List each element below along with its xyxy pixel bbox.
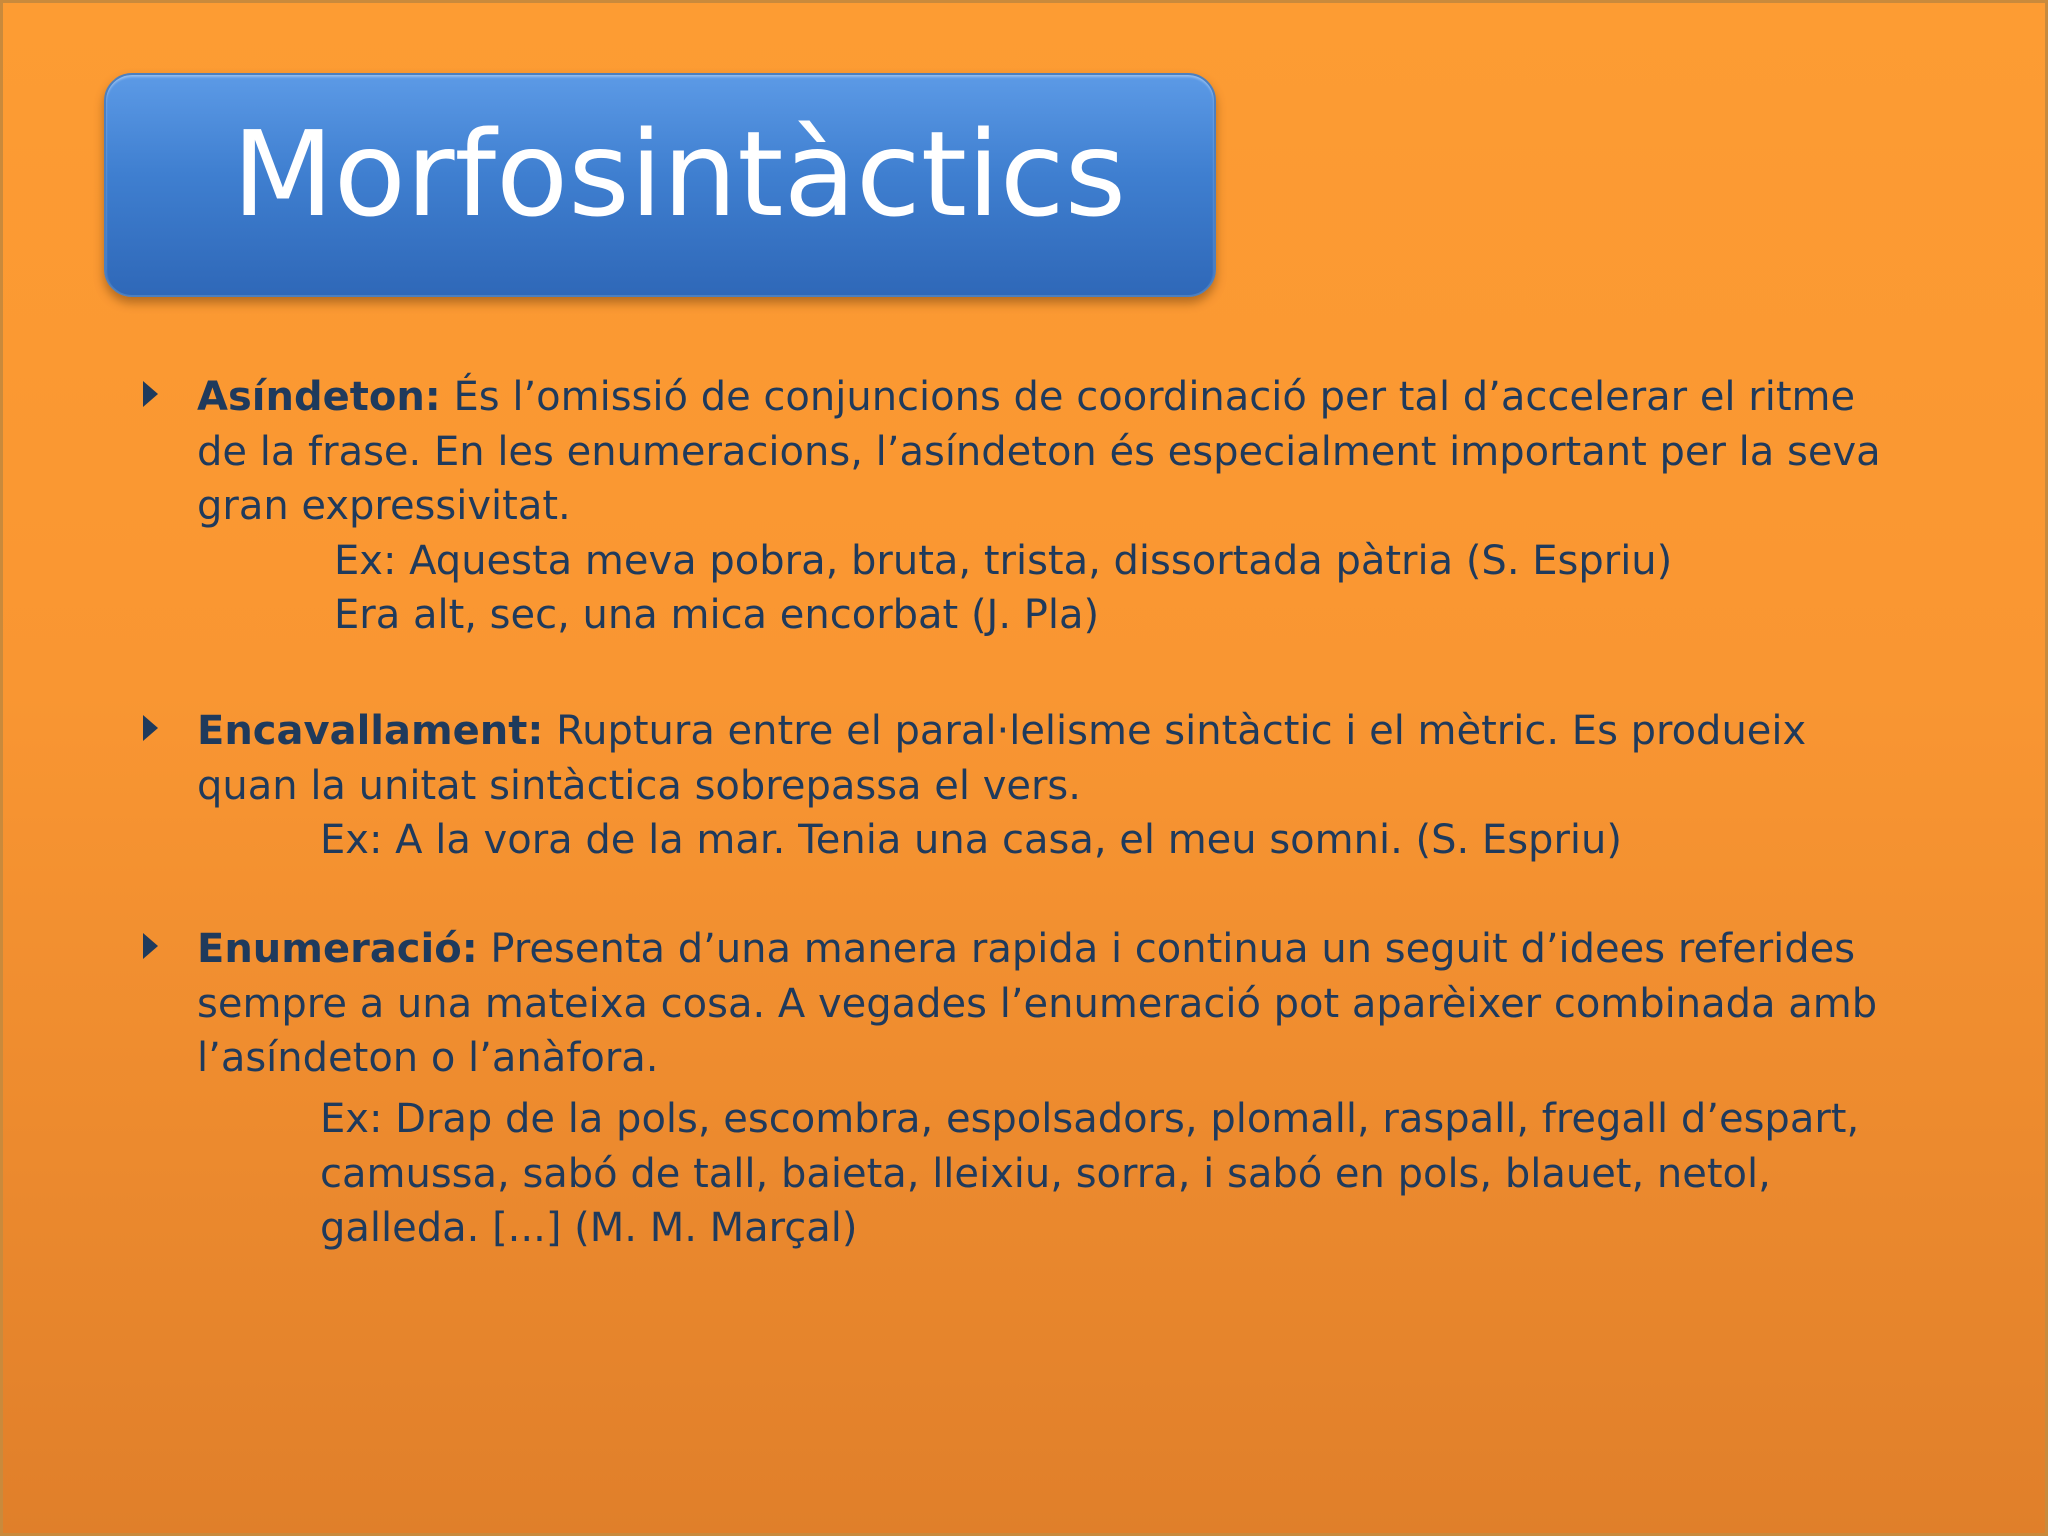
bullet-definition: Presenta d’una manera rapida i continua un seguit d’idees referides xyxy=(477,926,1856,972)
bullet-text-line: sempre a una mateixa cosa. A vegades l’enumeració pot aparèixer combinada amb xyxy=(197,981,1878,1027)
example-line: camussa, sabó de tall, baieta, lleixiu, sorra, i sabó en pols, blauet, netol, xyxy=(320,1151,1771,1197)
example-line: Ex: Aquesta meva pobra, bruta, trista, dissortada pàtria (S. Espriu) xyxy=(334,538,1673,584)
example-line: Ex: A la vora de la mar. Tenia una casa, el meu somni. (S. Espriu) xyxy=(320,817,1622,863)
bullet-term: Encavallament: xyxy=(197,708,544,754)
example-line: galleda. [...] (M. M. Marçal) xyxy=(320,1205,858,1251)
bullet-definition: Ruptura entre el paral·lelisme sintàctic i el mètric. Es produeix xyxy=(543,708,1807,754)
triangle-bullet-icon xyxy=(143,381,158,407)
bullet-definition: És l’omissió de conjuncions de coordinació per tal d’accelerar el ritme xyxy=(440,374,1856,420)
bullet-text-line: gran expressivitat. xyxy=(197,483,571,529)
bullet-text-line: l’asíndeton o l’anàfora. xyxy=(197,1035,659,1081)
slide-title: Morfosintàctics xyxy=(232,105,1127,243)
bullet-text-line: quan la unitat sintàctica sobrepassa el vers. xyxy=(197,763,1081,809)
bullet-term: Asíndeton: xyxy=(197,374,441,420)
bullet-term: Enumeració: xyxy=(197,926,478,972)
example-line: Era alt, sec, una mica encorbat (J. Pla) xyxy=(334,592,1100,638)
triangle-bullet-icon xyxy=(143,933,158,959)
bullet-text-line: de la frase. En les enumeracions, l’asíndeton és especialment important per la seva xyxy=(197,429,1881,475)
bullet-text-line xyxy=(197,704,1806,758)
bullet-text-line xyxy=(197,922,1855,976)
bullet-text-line xyxy=(197,370,1855,424)
example-line: Ex: Drap de la pols, escombra, espolsadors, plomall, raspall, fregall d’espart, xyxy=(320,1096,1860,1142)
triangle-bullet-icon xyxy=(143,715,158,741)
